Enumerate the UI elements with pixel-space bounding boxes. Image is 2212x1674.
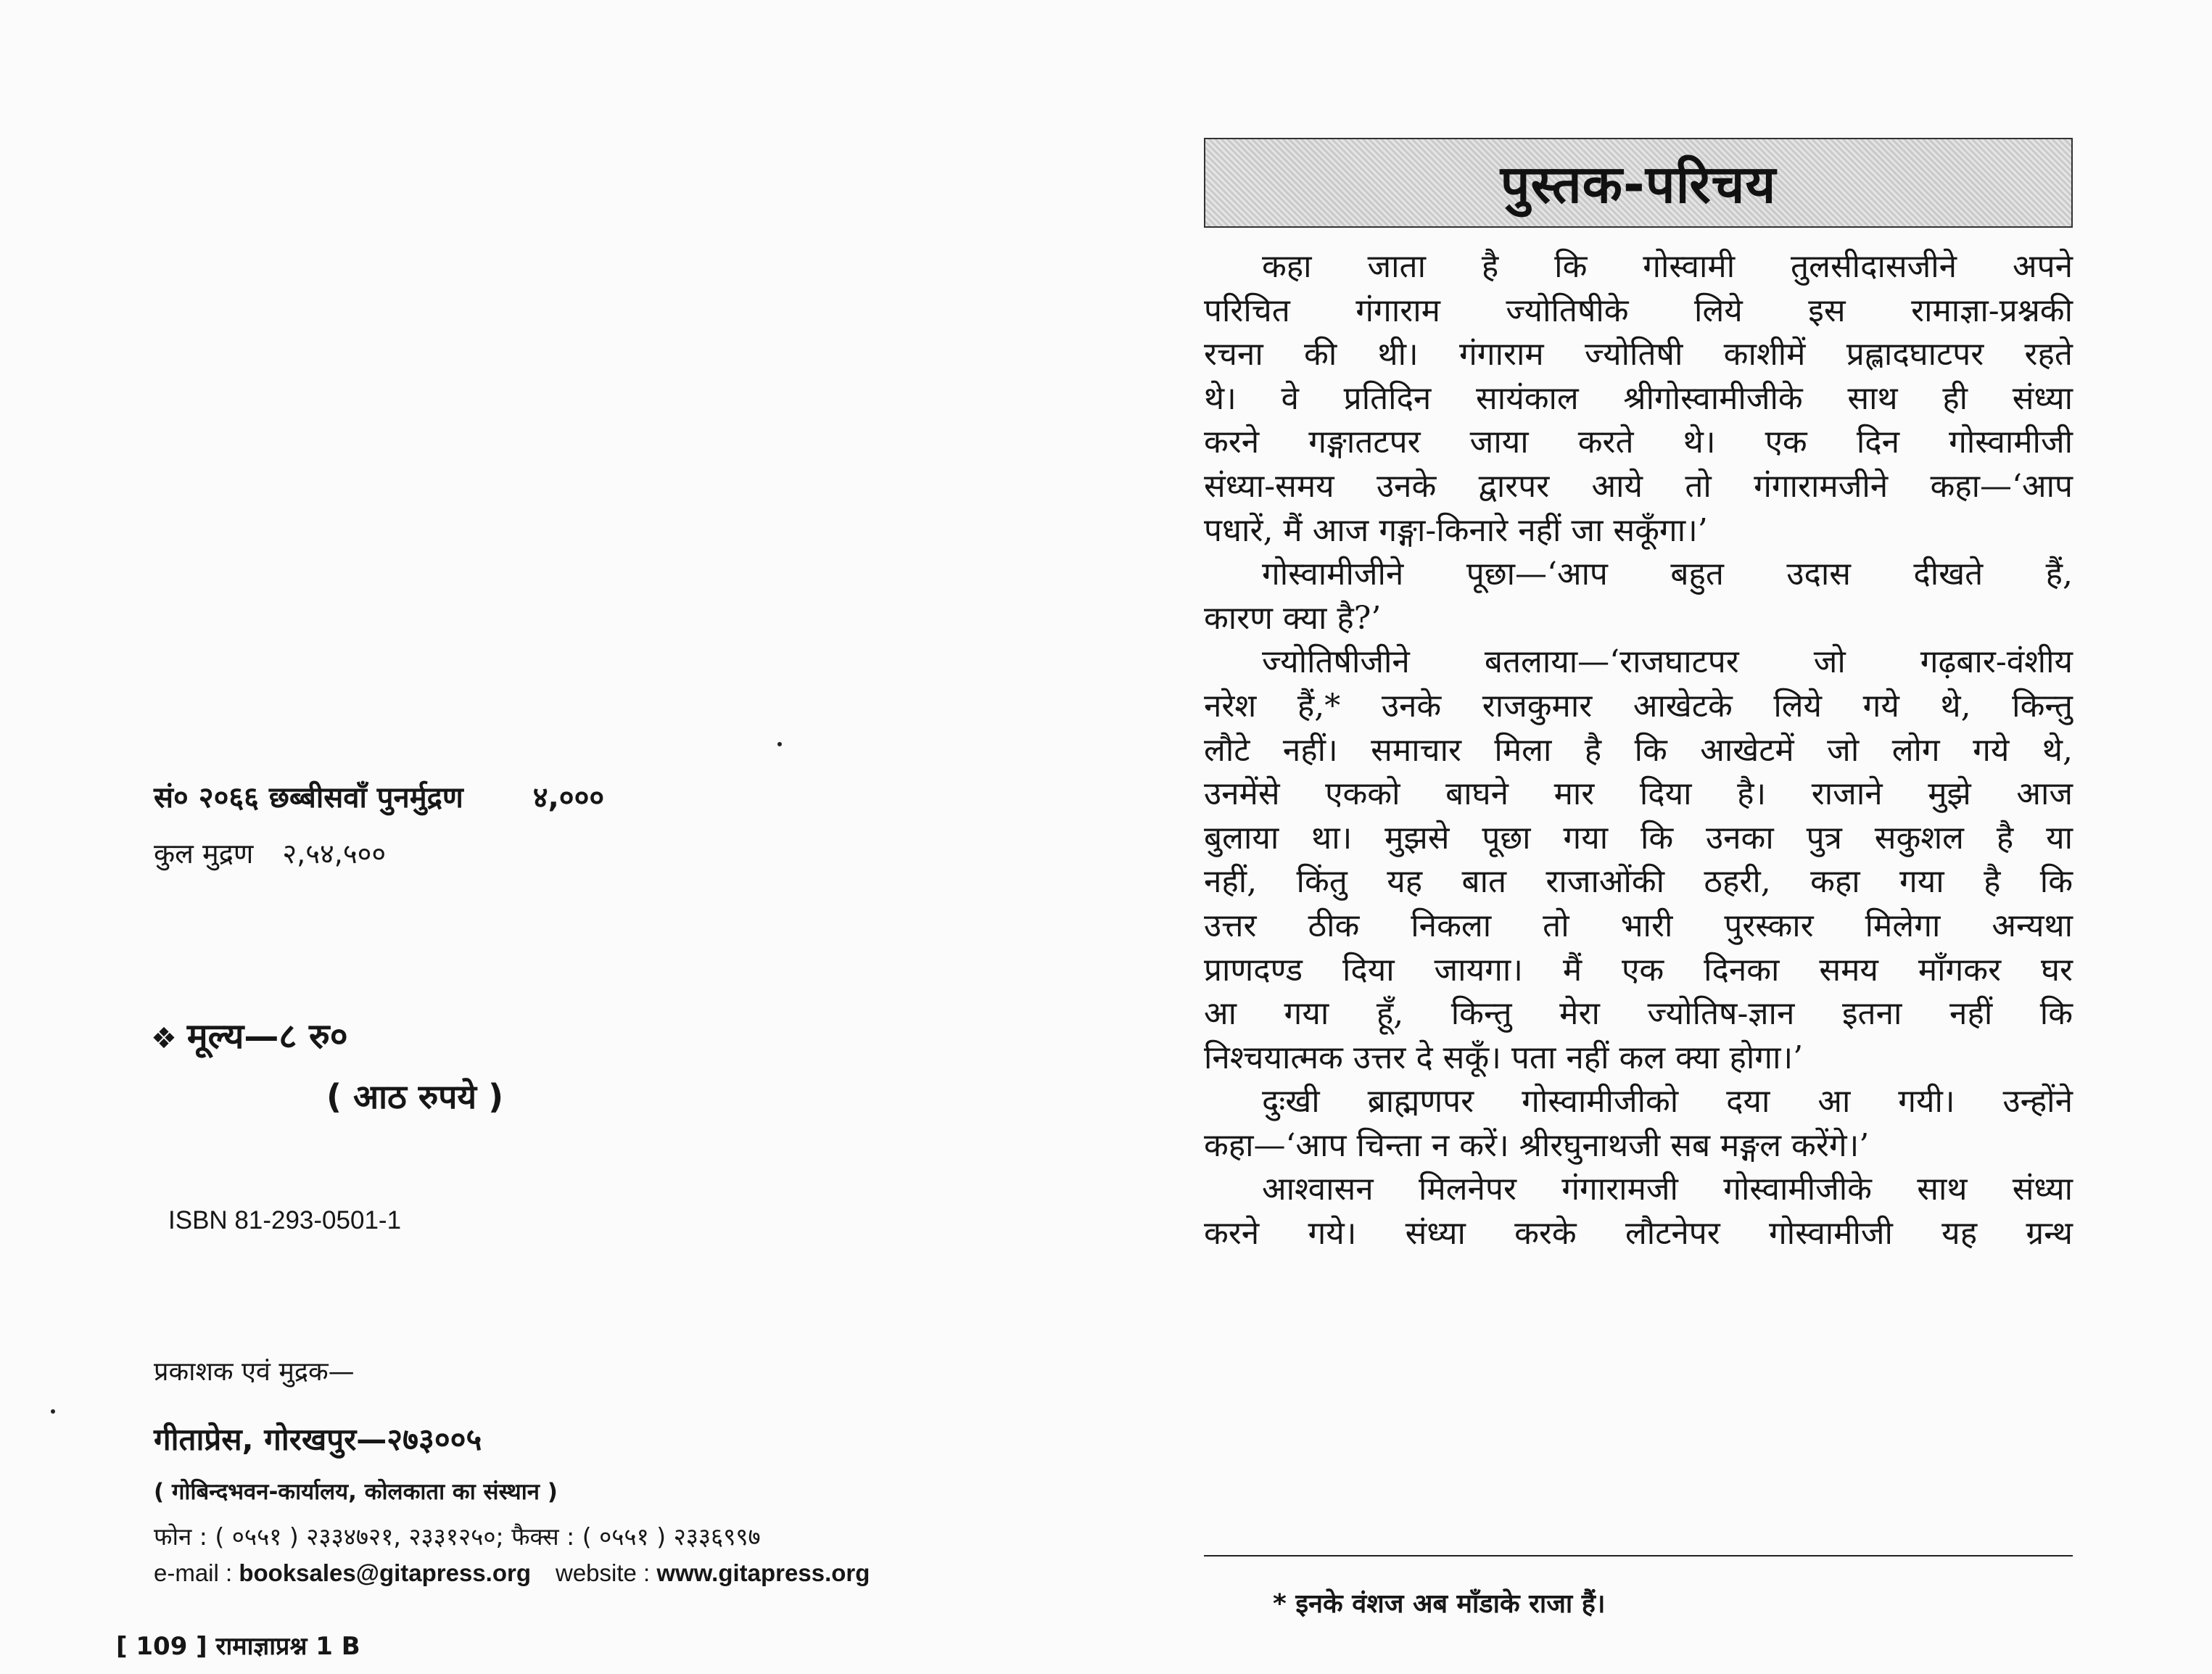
text-line: नरेश हैं,* उनके राजकुमार आखेटके लिये गये थे, किन्तु [1204, 687, 2073, 725]
publisher-contact [154, 1559, 870, 1587]
ink-speck [51, 1409, 55, 1414]
isbn: ISBN 81-293-0501-1 [168, 1206, 402, 1234]
text-line: निश्चयात्मक उत्तर दे सकूँ। पता नहीं कल क्या होगा।’ [1204, 1039, 1804, 1076]
text-line: आश्वासन मिलनेपर गंगारामजी गोस्वामीजीके साथ संध्या [1262, 1171, 2073, 1208]
publisher-branch: ( गोबिन्दभवन-कार्यालय, कोलकाता का संस्थान ) [154, 1479, 558, 1505]
text-line: कारण क्या है?’ [1204, 599, 1382, 637]
text-line: करने गङ्गातटपर जाया करते थे। एक दिन गोस्वामीजी [1204, 424, 2073, 461]
introduction-page [1106, 0, 2212, 1674]
publisher-name: गीताप्रेस, गोरखपुर—२७३००५ [154, 1422, 482, 1457]
website-link[interactable]: www.gitapress.org [656, 1559, 870, 1586]
page-footer-code: [ 109 ] रामाज्ञाप्रश्न 1 B [116, 1632, 360, 1661]
edition-text: सं० २०६६ छब्बीसवाँ पुनर्मुद्रण [154, 781, 463, 815]
text-line: कहा—‘आप चिन्ता न करें। श्रीरघुनाथजी सब मङ्गल करेंगे।’ [1204, 1126, 1870, 1164]
text-line: दुःखी ब्राह्मणपर गोस्वामीजीको दया आ गयी। उन्होंने [1262, 1083, 2073, 1121]
introduction-text [1204, 245, 2073, 1256]
total-print-label: कुल मुद्रण [154, 838, 254, 870]
text-line: उनमेंसे एकको बाघने मार दिया है। राजाने मुझे आज [1204, 775, 2073, 813]
footnote-divider [1204, 1555, 2073, 1557]
email-label: e-mail : [154, 1559, 233, 1586]
publisher-phone: फोन : ( ०५५१ ) २३३४७२१, २३३१२५०; फैक्स : ( ०५५१ ) २३३६९९७ [154, 1522, 761, 1551]
total-print-value: २,५४,५०० [282, 838, 387, 870]
text-line: संध्या-समय उनके द्वारपर आये तो गंगारामजीने कहा—‘आप [1204, 467, 2073, 505]
text-line: प्राणदण्ड दिया जायगा। मैं एक दिनका समय माँगकर घर [1204, 951, 2073, 989]
website-label: website : [556, 1559, 651, 1586]
text-line: गोस्वामीजीने पूछा—‘आप बहुत उदास दीखते हैं, [1262, 556, 2073, 593]
text-line: लौटे नहीं। समाचार मिला है कि आखेटमें जो लोग गये थे, [1204, 731, 2073, 769]
total-print-line [154, 834, 386, 872]
text-line: करने गये। संध्या करके लौटनेपर गोस्वामीजी यह ग्रन्थ [1204, 1215, 2073, 1253]
text-line: रचना की थी। गंगाराम ज्योतिषी काशीमें प्रह्लादघाटपर रहते [1204, 336, 2073, 374]
text-line: कहा जाता है कि गोस्वामी तुलसीदासजीने अपने [1262, 248, 2073, 285]
diamond-bullet-icon: ❖ [151, 1022, 177, 1055]
email-address[interactable]: booksales@gitapress.org [239, 1559, 531, 1586]
text-line: पधारें, मैं आज गङ्गा-किनारे नहीं जा सकूँगा।’ [1204, 511, 1708, 549]
page-title-banner [1204, 138, 2073, 228]
page-title: पुस्तक-परिचय [1500, 154, 1777, 215]
text-line: ज्योतिषीजीने बतलाया—‘राजघाटपर जो गढ़बार-वंशीय [1262, 643, 2073, 681]
edition-quantity: ४,००० [532, 781, 605, 815]
price-line [151, 1012, 348, 1059]
edition-line [154, 776, 604, 816]
ink-speck [777, 742, 782, 746]
text-line: थे। वे प्रतिदिन सायंकाल श्रीगोस्वामीजीके साथ ही संध्या [1204, 379, 2073, 417]
text-line: उत्तर ठीक निकला तो भारी पुरस्कार मिलेगा अन्यथा [1204, 907, 2073, 944]
price-text: मूल्य—८ रु० [186, 1016, 348, 1057]
publisher-label: प्रकाशक एवं मुद्रक— [154, 1357, 355, 1387]
text-line: परिचित गंगाराम ज्योतिषीके लिये इस रामाज्ञा-प्रश्नकी [1204, 292, 2073, 329]
text-line: आ गया हूँ, किन्तु मेरा ज्योतिष-ज्ञान इतना नहीं कि [1204, 995, 2073, 1033]
price-in-words: ( आठ रुपये ) [326, 1077, 504, 1116]
text-line: नहीं, किंतु यह बात राजाओंकी ठहरी, कहा गया है कि [1204, 863, 2073, 901]
text-line: बुलाया था। मुझसे पूछा गया कि उनका पुत्र सकुशल है या [1204, 819, 2073, 857]
footnote: * इनके वंशज अब माँडाके राजा हैं। [1273, 1589, 1606, 1619]
